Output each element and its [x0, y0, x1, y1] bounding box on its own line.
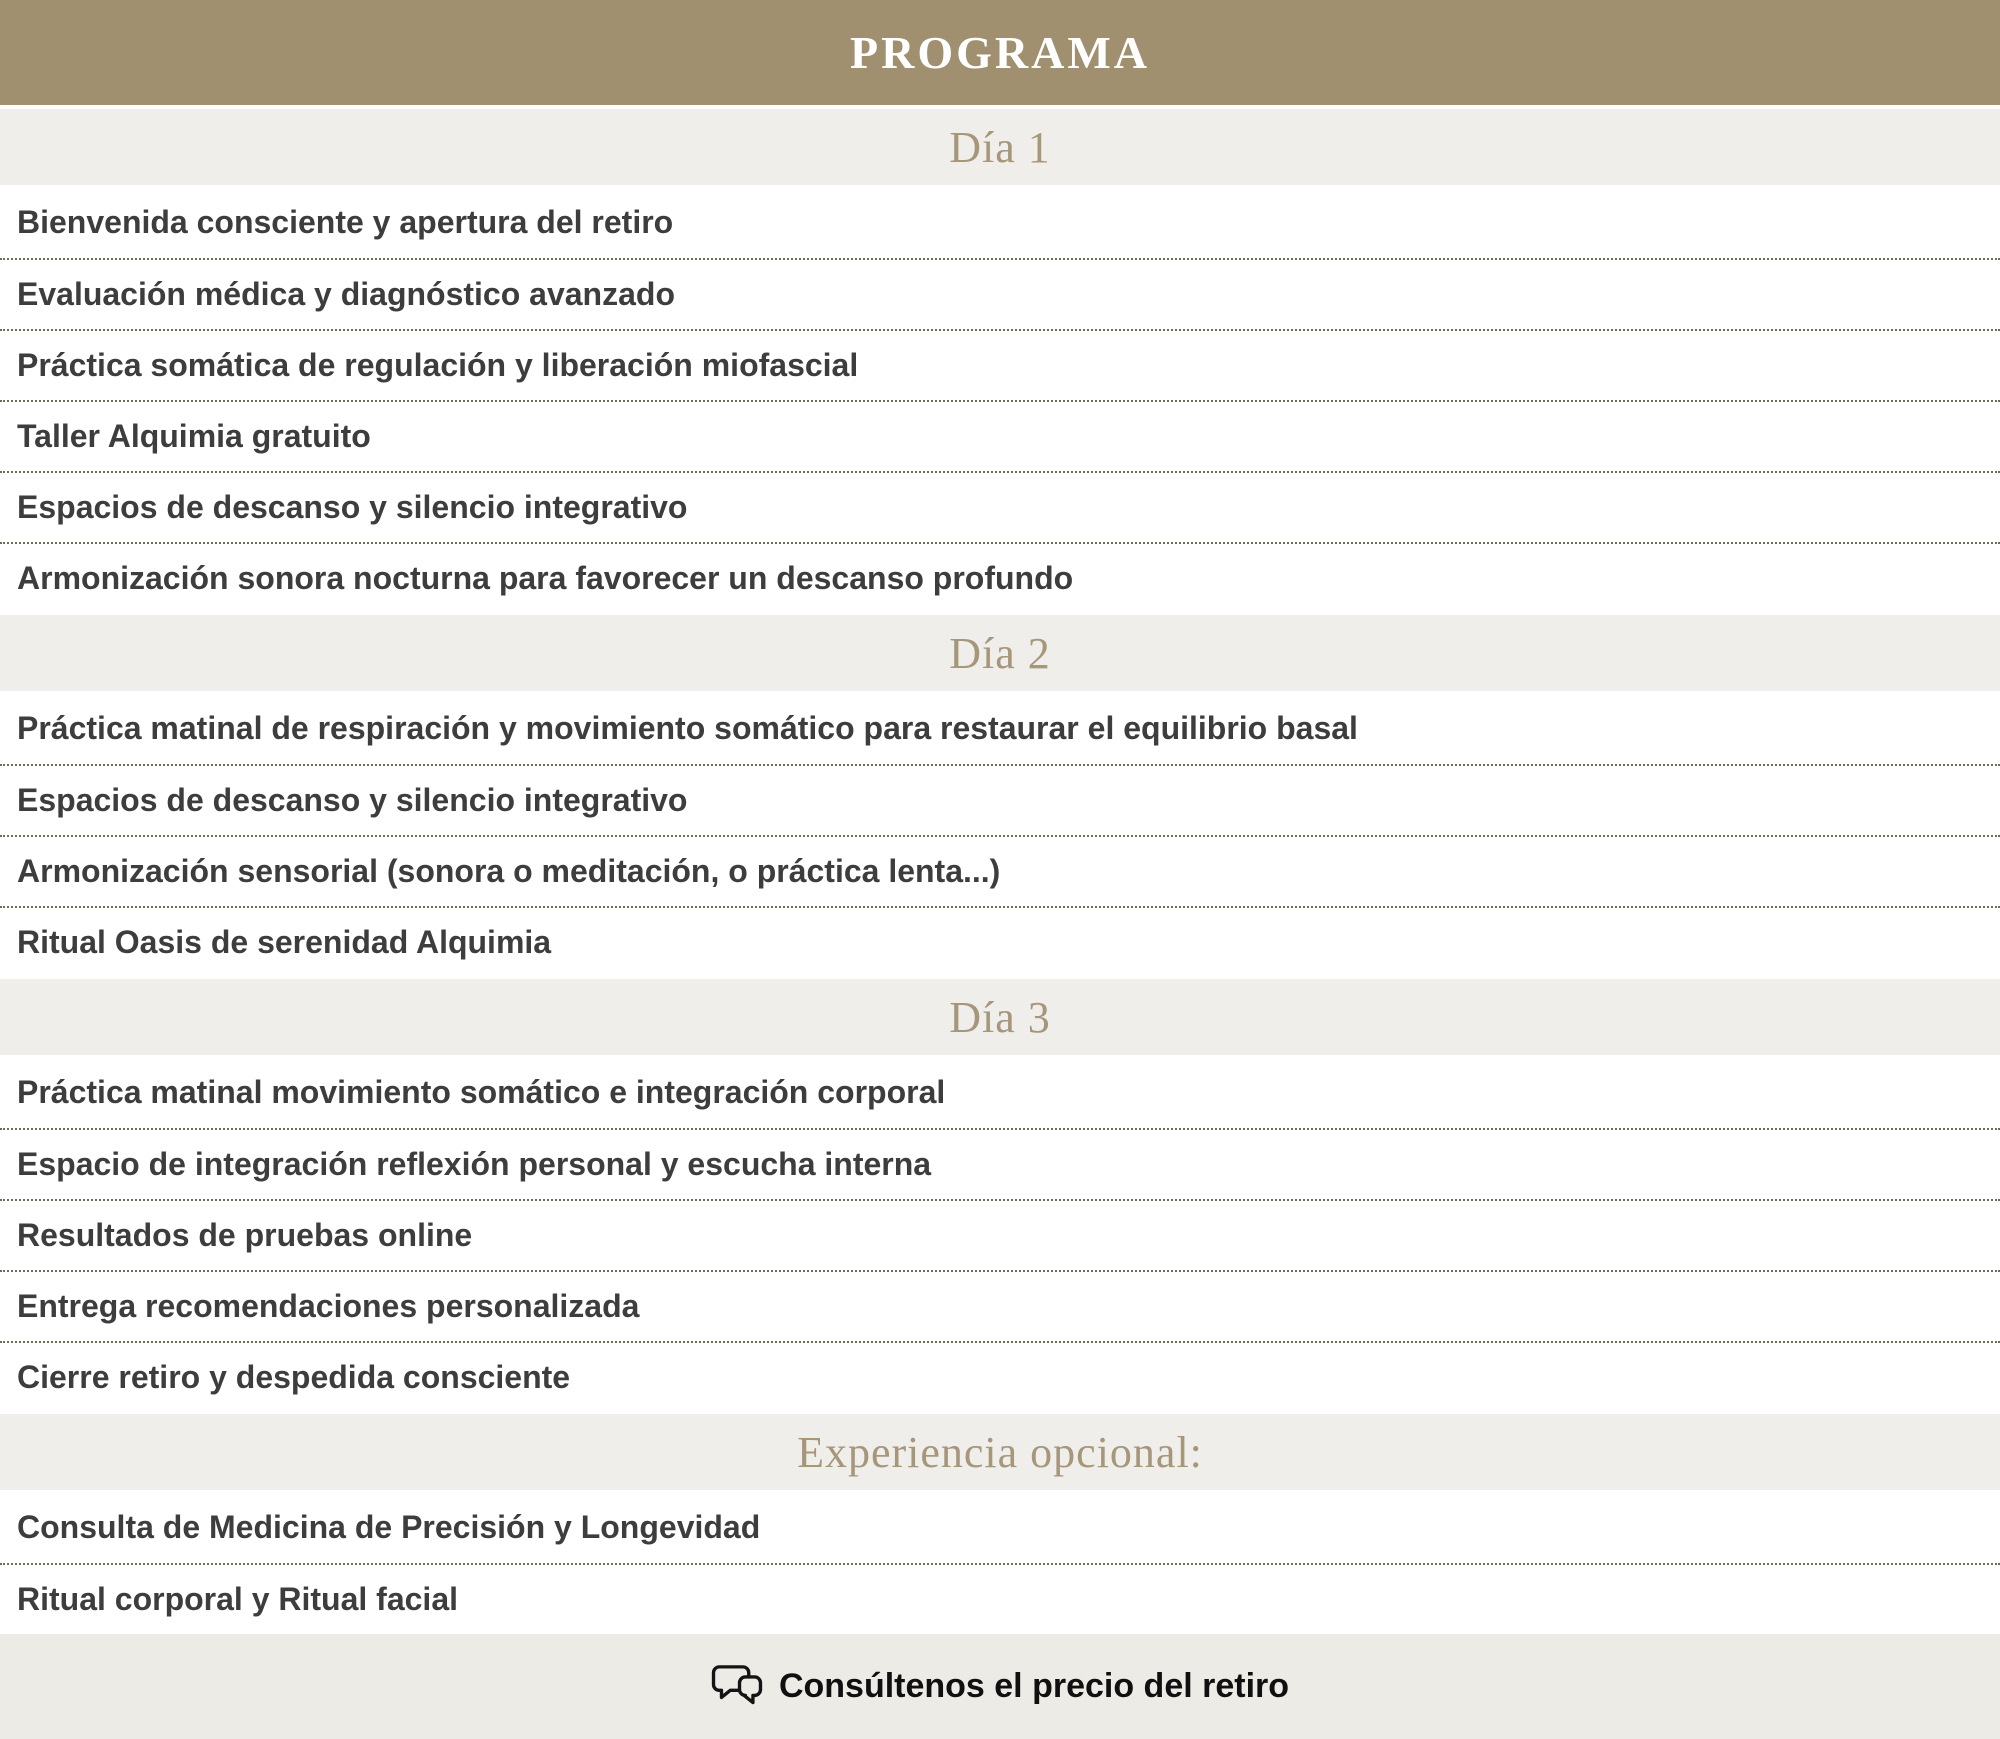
- program-item: Ritual corporal y Ritual facial: [0, 1563, 2000, 1634]
- section-header-experiencia-opcional: [0, 1412, 2000, 1492]
- section-header-dia-2: [0, 613, 2000, 693]
- page-title: PROGRAMA: [850, 27, 1150, 78]
- program-item: Cierre retiro y despedida consciente: [0, 1341, 2000, 1412]
- cta-label: Consúltenos el precio del retiro: [778, 1667, 1290, 1705]
- program-item: Evaluación médica y diagnóstico avanzado: [0, 258, 2000, 329]
- section-header-dia-1: [0, 107, 2000, 187]
- section-dia-1-items: [0, 187, 2000, 613]
- section-experiencia-opcional-items: [0, 1492, 2000, 1634]
- section-dia-2-items: [0, 693, 2000, 977]
- chat-bubbles-icon: [711, 1664, 763, 1710]
- program-item: Práctica matinal movimiento somático e integración corporal: [0, 1057, 2000, 1128]
- section-header-dia-3: [0, 977, 2000, 1057]
- section-dia-3-items: [0, 1057, 2000, 1412]
- program-item: Ritual Oasis de serenidad Alquimia: [0, 906, 2000, 977]
- program-item: Espacios de descanso y silencio integrativo: [0, 471, 2000, 542]
- program-item: Espacio de integración reflexión personal y escucha interna: [0, 1128, 2000, 1199]
- program-item: Taller Alquimia gratuito: [0, 400, 2000, 471]
- section-label: Día 1: [949, 122, 1051, 172]
- program-item: Práctica somática de regulación y liberación miofascial: [0, 329, 2000, 400]
- program-item: Armonización sensorial (sonora o meditación, o práctica lenta...): [0, 835, 2000, 906]
- section-label: Día 3: [949, 992, 1051, 1042]
- program-item: Bienvenida consciente y apertura del retiro: [0, 187, 2000, 258]
- section-label: Día 2: [949, 628, 1051, 678]
- program-item: Entrega recomendaciones personalizada: [0, 1270, 2000, 1341]
- program-item: Resultados de pruebas online: [0, 1199, 2000, 1270]
- program-item: Consulta de Medicina de Precisión y Longevidad: [0, 1492, 2000, 1563]
- program-item: Práctica matinal de respiración y movimiento somático para restaurar el equilibrio basal: [0, 693, 2000, 764]
- section-label: Experiencia opcional:: [797, 1427, 1203, 1477]
- table-title-bar: [0, 0, 2000, 107]
- program-item: Armonización sonora nocturna para favorecer un descanso profundo: [0, 542, 2000, 613]
- program-item: Espacios de descanso y silencio integrativo: [0, 764, 2000, 835]
- price-inquiry-cta[interactable]: [711, 1664, 1289, 1710]
- footer-bar: [0, 1634, 2000, 1739]
